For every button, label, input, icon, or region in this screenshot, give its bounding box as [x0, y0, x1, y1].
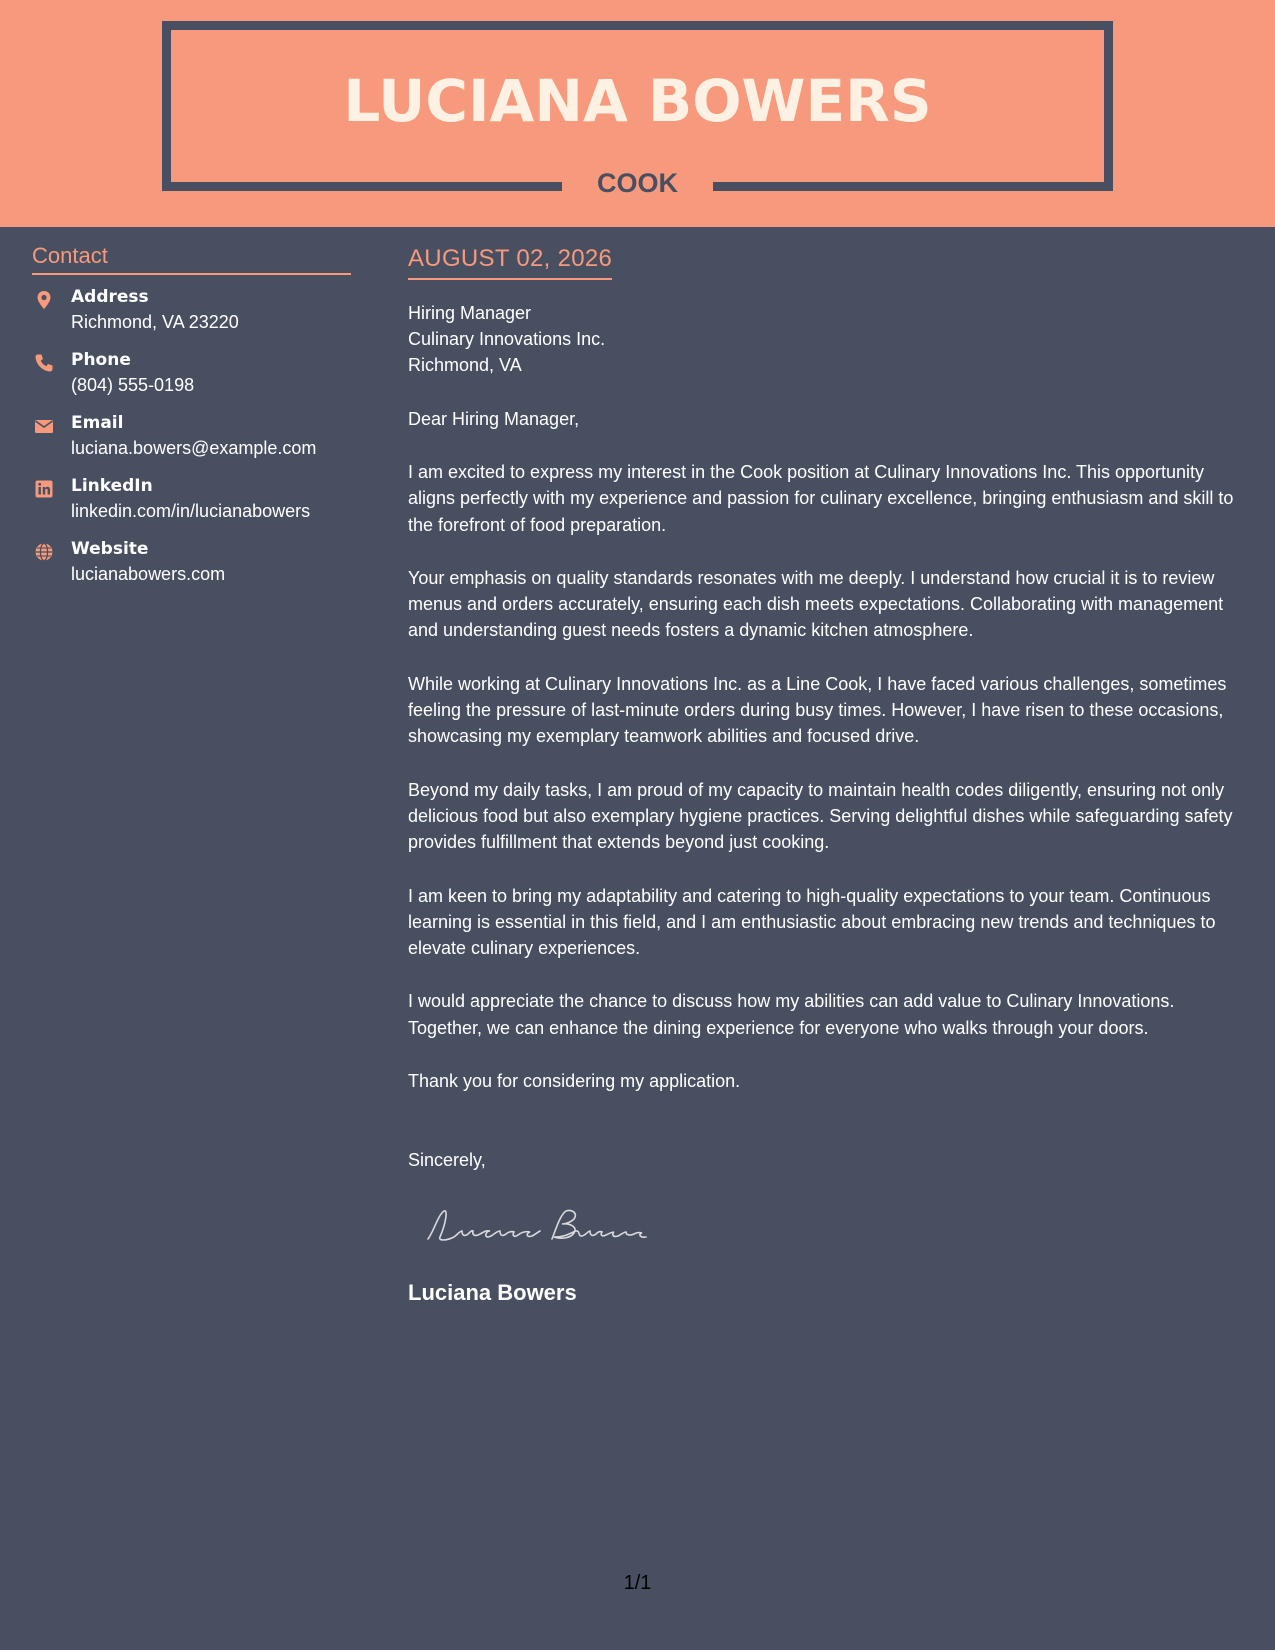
header-banner [0, 0, 1275, 227]
phone-icon [34, 353, 54, 373]
recipient-block [408, 300, 1253, 378]
linkedin-icon [34, 479, 54, 499]
letter-paragraph: I am keen to bring my adaptability and catering to high-quality expectations to your team. Continuous learning is essential in this field, and I am enthusiastic about embracing new trends and techniques to elevate culinary experiences. [408, 885, 1216, 959]
globe-icon [34, 542, 54, 562]
map-pin-icon [34, 290, 54, 310]
letter-paragraph: While working at Culinary Innovations Inc. as a Line Cook, I have faced various challenges, sometimes feeling the pressure of last-minute orders during busy times. However, I have risen to these occasions, showcasing my exemplary teamwork abilities and focused drive. [408, 673, 1227, 747]
recipient-line: Richmond, VA [408, 355, 522, 375]
contact-value: (804) 555-0198 [71, 375, 195, 395]
letter-body [408, 244, 1253, 1308]
contact-value: linkedin.com/in/lucianabowers [71, 501, 311, 521]
contact-label: LinkedIn [71, 476, 153, 496]
contact-label: Email [71, 413, 124, 433]
salutation: Dear Hiring Manager, [408, 409, 580, 429]
letter-paragraph: Thank you for considering my application. [408, 1071, 741, 1092]
closing: Sincerely, [408, 1150, 486, 1171]
contact-label: Website [71, 539, 149, 559]
letter-paragraph: Beyond my daily tasks, I am proud of my capacity to maintain health codes diligently, ensuring not only delicious food but also exemplary hygiene practices. Serving delightful dishes while safeguarding safety provides fulfillment that extends beyond just cooking. [408, 779, 1233, 853]
contact-item-phone [32, 348, 351, 411]
applicant-name: LUCIANA BOWERS [343, 67, 932, 135]
contact-label: Address [71, 287, 149, 307]
contact-item-email [32, 411, 351, 474]
envelope-icon [34, 416, 54, 436]
recipient-line: Culinary Innovations Inc. [408, 329, 606, 349]
letter-paragraph: I would appreciate the chance to discuss how my abilities can add value to Culinary Innovations. Together, we can enhance the dining experience for everyone who walks through your doors. [408, 991, 1175, 1038]
date-block [408, 244, 612, 280]
job-title: COOK [597, 168, 678, 198]
letter-paragraph: I am excited to express my interest in the Cook position at Culinary Innovations Inc. This opportunity aligns perfectly with my experience and passion for culinary excellence, bringing enthusiasm and skill to the forefront of food preparation. [408, 462, 1234, 535]
contact-item-address [32, 285, 351, 348]
contact-list [32, 285, 351, 600]
contact-value: luciana.bowers@example.com [71, 438, 317, 458]
letter-paragraph: Your emphasis on quality standards resonates with me deeply. I understand how crucial it is to review menus and orders accurately, ensuring each dish meets expectations. Collaborating with management and understanding guest needs fosters a dynamic kitchen atmosphere. [408, 567, 1224, 641]
contact-label: Phone [71, 350, 131, 370]
letter-date: AUGUST 02, 2026 [408, 245, 613, 272]
contact-value: Richmond, VA 23220 [71, 312, 239, 332]
contact-sidebar [32, 241, 351, 600]
signed-name: Luciana Bowers [408, 1280, 577, 1306]
contact-item-website [32, 537, 351, 600]
handwritten-signature [420, 1201, 660, 1251]
contact-value: lucianabowers.com [71, 564, 226, 584]
contact-heading: Contact [32, 241, 351, 275]
page-number: 1/1 [623, 1572, 652, 1594]
recipient-line: Hiring Manager [408, 303, 532, 323]
contact-item-linkedin [32, 474, 351, 537]
